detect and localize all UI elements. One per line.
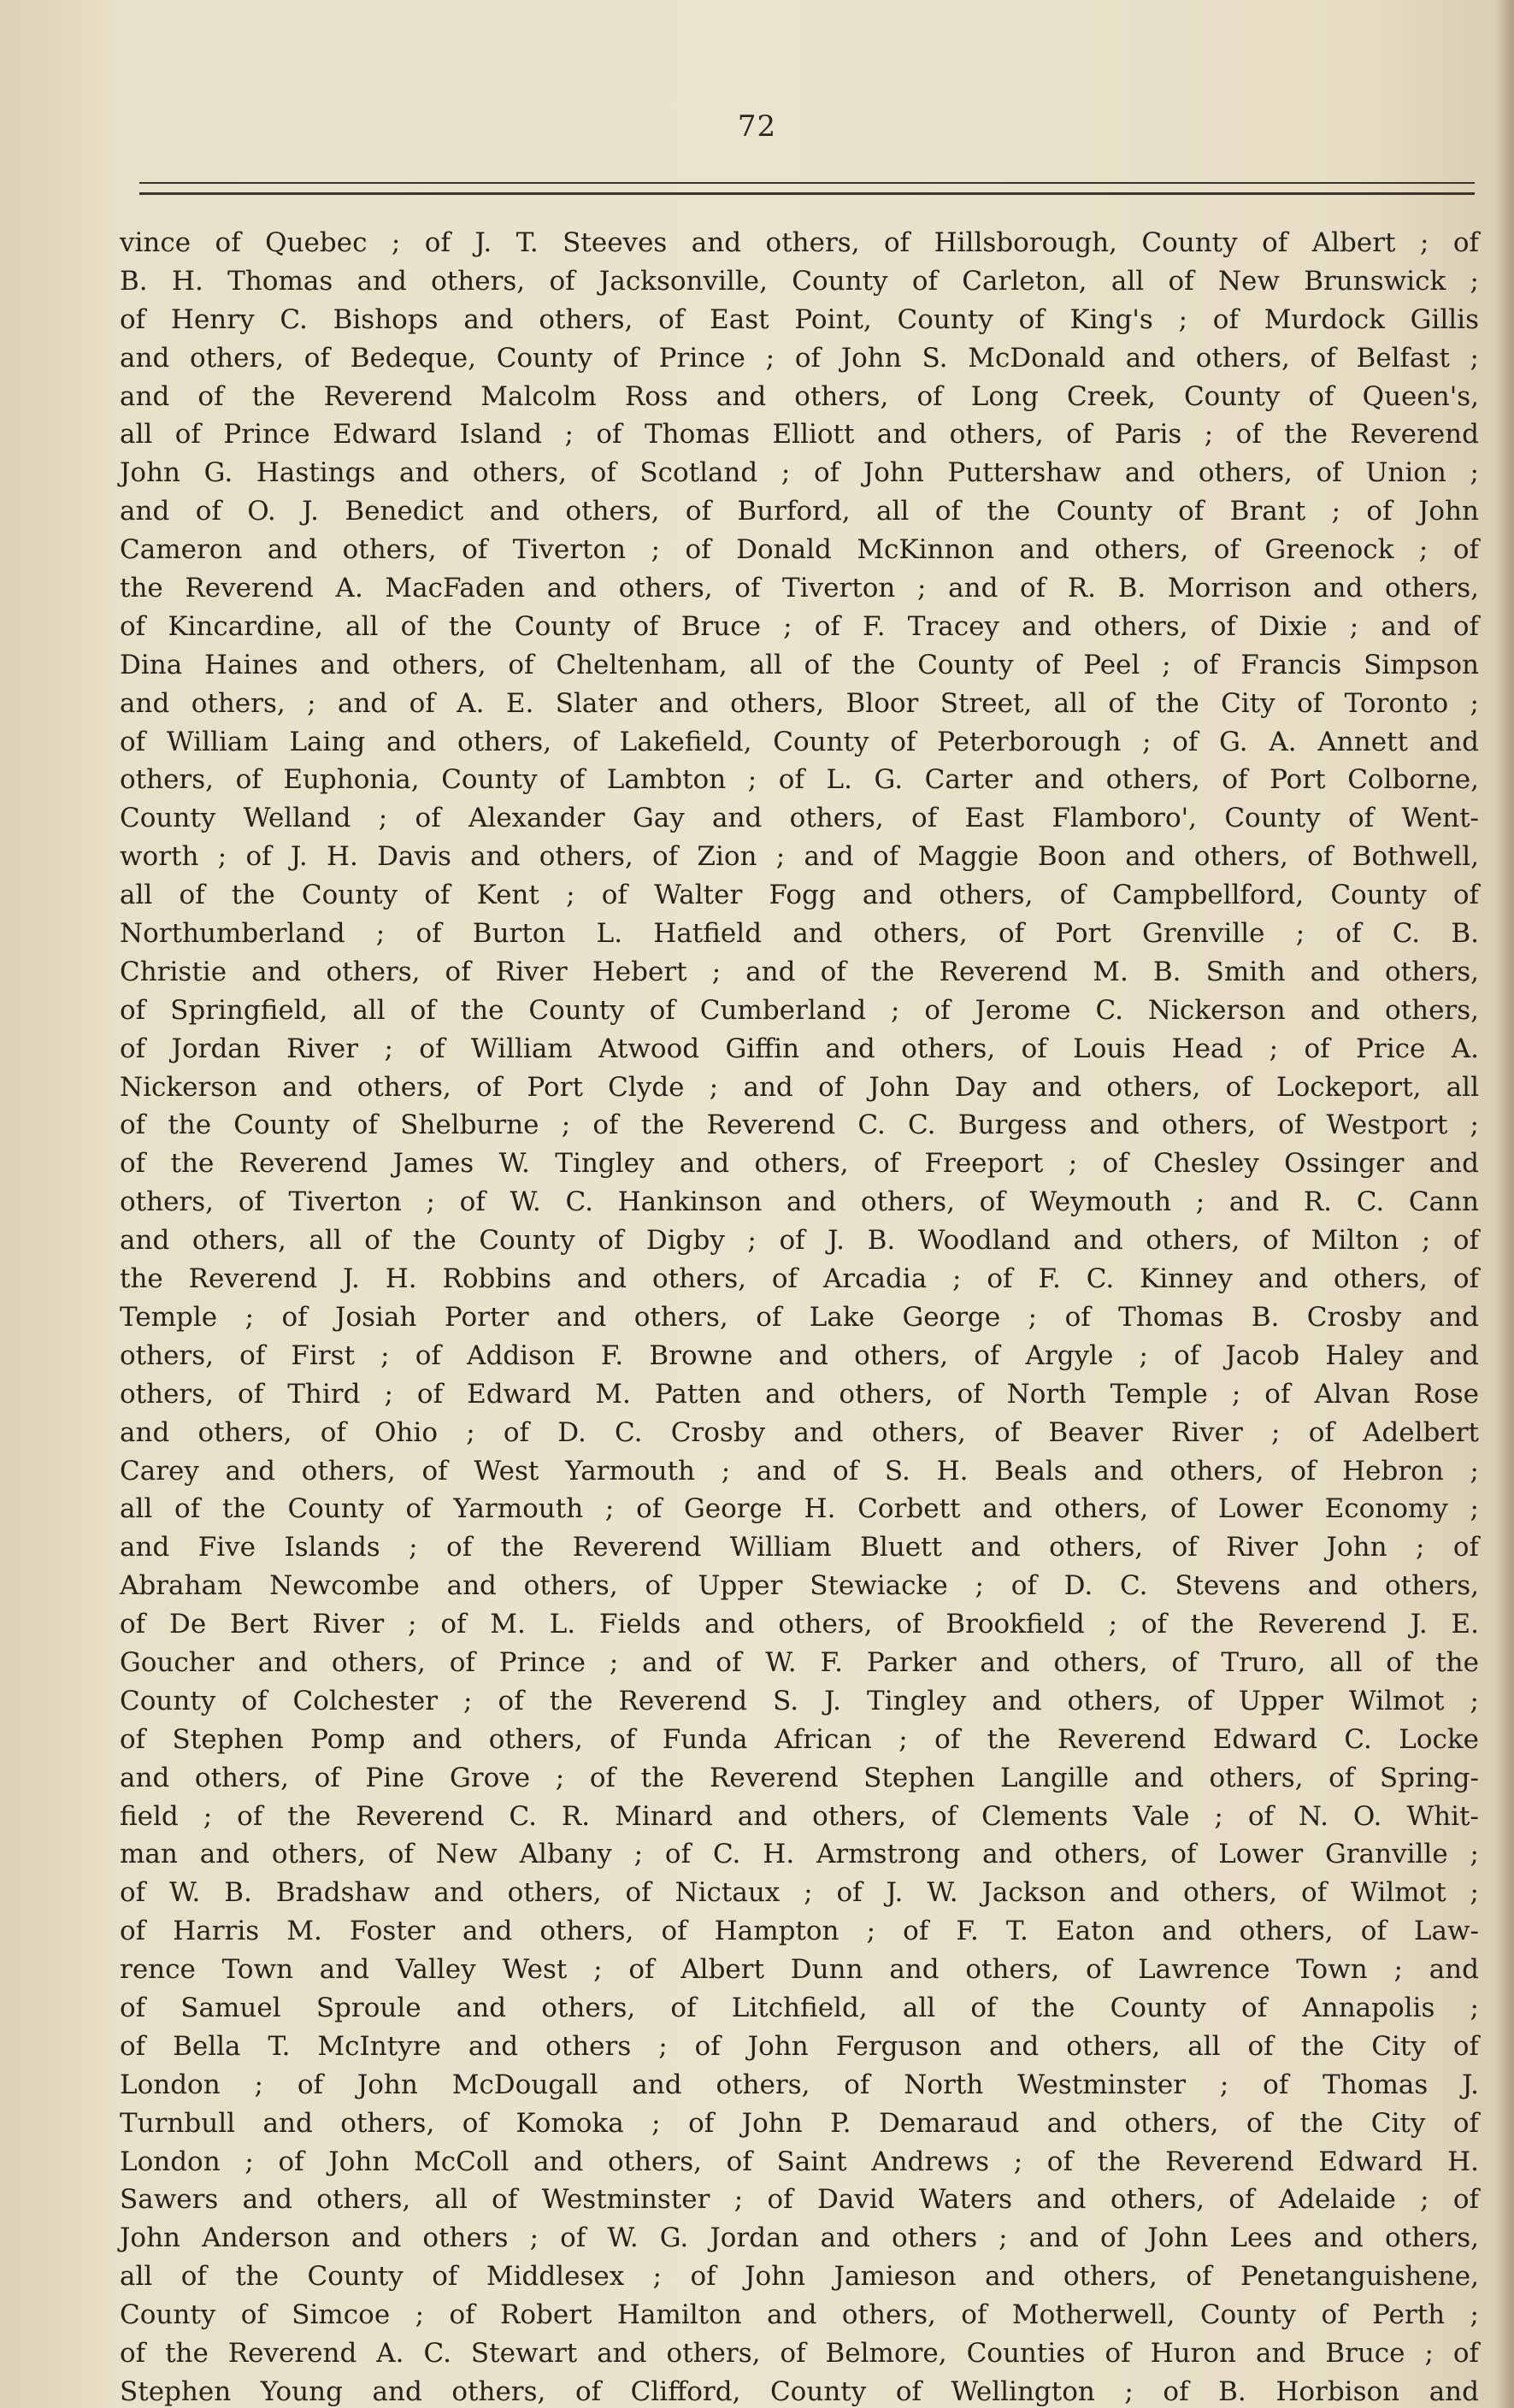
text-line: of Jordan River ; of William Atwood Giffin and others, of Louis Head ; of Price A. xyxy=(120,1033,1479,1064)
text-line: Christie and others, of River Hebert ; and of the Reverend M. B. Smith and others, xyxy=(120,956,1479,987)
text-line: of W. B. Bradshaw and others, of Nictaux ; of J. W. Jackson and others, of Wilmot ; xyxy=(120,1877,1479,1909)
text-line: of the County of Shelburne ; of the Reverend C. C. Burgess and others, of Westport ; xyxy=(120,1110,1479,1141)
text-line: field ; of the Reverend C. R. Minard and others, of Clements Vale ; of N. O. Whit- xyxy=(120,1800,1479,1832)
text-line: John G. Hastings and others, of Scotland ; of John Puttershaw and others, of Union ; xyxy=(120,457,1479,489)
text-line: and others, of Pine Grove ; of the Reverend Stephen Langille and others, of Spring- xyxy=(120,1762,1479,1793)
text-line: the Reverend A. MacFaden and others, of Tiverton ; and of R. B. Morrison and others, xyxy=(120,573,1479,604)
text-line: of Kincardine, all of the County of Bruce ; of F. Tracey and others, of Dixie ; and of xyxy=(120,610,1479,642)
text-line: and of O. J. Benedict and others, of Burford, all of the County of Brant ; of John xyxy=(120,496,1479,527)
text-line: rence Town and Valley West ; of Albert Dunn and others, of Lawrence Town ; and xyxy=(120,1954,1479,1986)
text-line: County Welland ; of Alexander Gay and others, of East Flamboro', County of Went- xyxy=(120,803,1479,834)
text-line: Temple ; of Josiah Porter and others, of Lake George ; of Thomas B. Crosby and xyxy=(120,1301,1479,1333)
body-text xyxy=(120,224,1479,2408)
text-line: John Anderson and others ; of W. G. Jordan and others ; and of John Lees and others, xyxy=(120,2223,1479,2254)
text-line: of the Reverend James W. Tingley and others, of Freeport ; of Chesley Ossinger and xyxy=(120,1148,1479,1180)
text-line: of Bella T. McIntyre and others ; of John Ferguson and others, all of the City of xyxy=(120,2030,1479,2062)
text-line: of Harris M. Foster and others, of Hampton ; of F. T. Eaton and others, of Law- xyxy=(120,1916,1479,1947)
text-line: and Five Islands ; of the Reverend William Bluett and others, of River John ; of xyxy=(120,1532,1479,1563)
text-line: B. H. Thomas and others, of Jacksonville, County of Carleton, all of New Brunswick ; xyxy=(120,265,1479,297)
text-line: and others, ; and of A. E. Slater and others, Bloor Street, all of the City of Toronto ; xyxy=(120,687,1479,719)
text-line: County of Simcoe ; of Robert Hamilton and others, of Motherwell, County of Perth ; xyxy=(120,2299,1479,2331)
text-line: vince of Quebec ; of J. T. Steeves and others, of Hillsborough, County of Albert ; of xyxy=(120,227,1479,258)
text-line: all of the County of Yarmouth ; of George H. Corbett and others, of Lower Economy ; xyxy=(120,1493,1479,1525)
text-line: and of the Reverend Malcolm Ross and others, of Long Creek, County of Queen's, xyxy=(120,380,1479,412)
text-line: Goucher and others, of Prince ; and of W. F. Parker and others, of Truro, all of the xyxy=(120,1646,1479,1678)
text-line: Nickerson and others, of Port Clyde ; and of John Day and others, of Lockeport, all xyxy=(120,1071,1479,1103)
text-line: Turnbull and others, of Komoka ; of John P. Demaraud and others, of the City of xyxy=(120,2107,1479,2139)
text-line: of the Reverend A. C. Stewart and others, of Belmore, Counties of Huron and Bruce ; of xyxy=(120,2337,1479,2369)
header-rule-thin xyxy=(139,182,1475,184)
text-line: Abraham Newcombe and others, of Upper Stewiacke ; of D. C. Stevens and others, xyxy=(120,1570,1479,1602)
text-line: others, of Euphonia, County of Lambton ; of L. G. Carter and others, of Port Colborne, xyxy=(120,764,1479,796)
text-line: London ; of John McDougall and others, of North Westminster ; of Thomas J. xyxy=(120,2069,1479,2100)
text-line: others, of Tiverton ; of W. C. Hankinson and others, of Weymouth ; and R. C. Cann xyxy=(120,1186,1479,1218)
text-line: of De Bert River ; of M. L. Fields and others, of Brookfield ; of the Reverend J. E. xyxy=(120,1609,1479,1640)
text-line: worth ; of J. H. Davis and others, of Zion ; and of Maggie Boon and others, of Bothwell, xyxy=(120,841,1479,873)
text-line: of Springfield, all of the County of Cumberland ; of Jerome C. Nickerson and others, xyxy=(120,994,1479,1026)
text-line: of Henry C. Bishops and others, of East Point, County of King's ; of Murdock Gillis xyxy=(120,303,1479,335)
text-line: the Reverend J. H. Robbins and others, of Arcadia ; of F. C. Kinney and others, of xyxy=(120,1263,1479,1295)
text-line: of Samuel Sproule and others, of Litchfield, all of the County of Annapolis ; xyxy=(120,1992,1479,2023)
text-line: all of the County of Middlesex ; of John Jamieson and others, of Penetanguishene, xyxy=(120,2261,1479,2293)
text-line: others, of First ; of Addison F. Browne and others, of Argyle ; of Jacob Haley and xyxy=(120,1339,1479,1371)
text-line: all of Prince Edward Island ; of Thomas Elliott and others, of Paris ; of the Reverend xyxy=(120,419,1479,450)
text-line: and others, all of the County of Digby ; of J. B. Woodland and others, of Milton ; of xyxy=(120,1225,1479,1257)
text-line: of William Laing and others, of Lakefield, County of Peterborough ; of G. A. Annett and xyxy=(120,726,1479,757)
text-line: and others, of Ohio ; of D. C. Crosby and others, of Beaver River ; of Adelbert xyxy=(120,1416,1479,1448)
text-line: County of Colchester ; of the Reverend S. J. Tingley and others, of Upper Wilmot ; xyxy=(120,1685,1479,1716)
text-line: Carey and others, of West Yarmouth ; and of S. H. Beals and others, of Hebron ; xyxy=(120,1455,1479,1487)
text-line: Cameron and others, of Tiverton ; of Donald McKinnon and others, of Greenock ; of xyxy=(120,534,1479,566)
text-line: Stephen Young and others, of Clifford, County of Wellington ; of B. Horbison and xyxy=(120,2376,1479,2407)
text-line: and others, of Bedeque, County of Prince ; of John S. McDonald and others, of Belfast ; xyxy=(120,342,1479,374)
page-number: 72 xyxy=(737,109,777,144)
text-line: of Stephen Pomp and others, of Funda African ; of the Reverend Edward C. Locke xyxy=(120,1723,1479,1755)
text-line: all of the County of Kent ; of Walter Fogg and others, of Campbellford, County of xyxy=(120,880,1479,911)
text-line: Northumberland ; of Burton L. Hatfield and others, of Port Grenville ; of C. B. xyxy=(120,918,1479,950)
page-spine-shadow xyxy=(1495,0,1514,2408)
text-line: London ; of John McColl and others, of Saint Andrews ; of the Reverend Edward H. xyxy=(120,2146,1479,2177)
text-line: Sawers and others, all of Westminster ; of David Waters and others, of Adelaide ; of xyxy=(120,2184,1479,2216)
text-line: man and others, of New Albany ; of C. H. Armstrong and others, of Lower Granville ; xyxy=(120,1839,1479,1870)
header-rule-thick xyxy=(139,192,1475,195)
text-line: others, of Third ; of Edward M. Patten and others, of North Temple ; of Alvan Rose xyxy=(120,1378,1479,1410)
text-line: Dina Haines and others, of Cheltenham, all of the County of Peel ; of Francis Simpson xyxy=(120,649,1479,680)
